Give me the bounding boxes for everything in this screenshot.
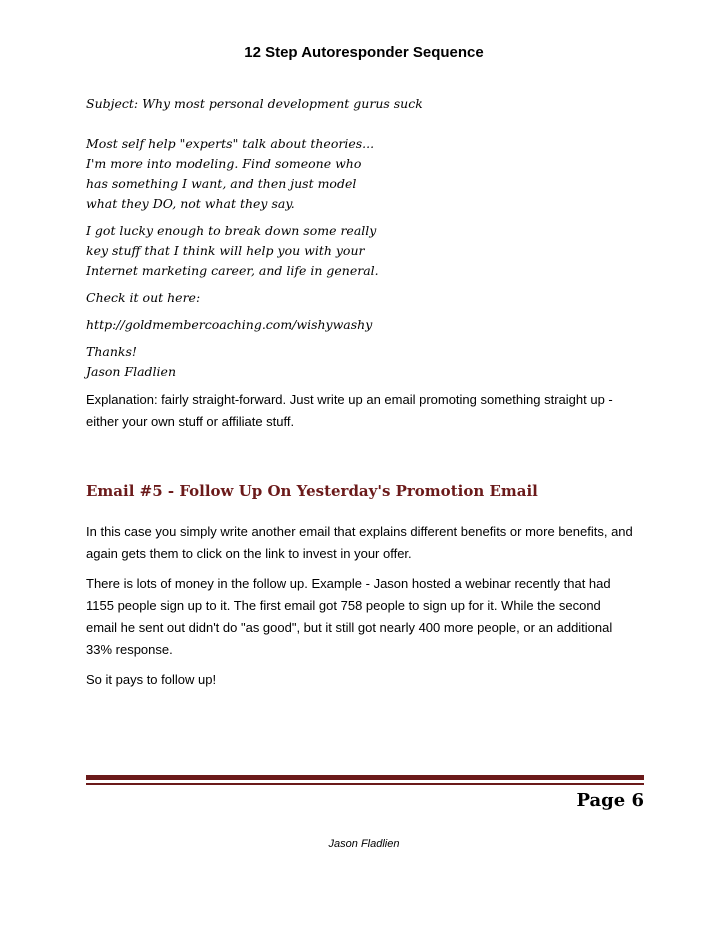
email-signoff: [86, 342, 646, 382]
explanation-paragraph: Explanation: fairly straight-forward. Just write up an email promoting something straight up - either your own stuff or affiliate stuff.: [86, 392, 613, 429]
email-signature: Jason Fladlien: [86, 364, 176, 379]
email-line: Check it out here:: [86, 290, 201, 305]
page-title: 12 Step Autoresponder Sequence: [244, 44, 484, 61]
email-link-text: http://goldmembercoaching.com/wishywashy: [86, 317, 373, 332]
footer-rule-thin: [86, 783, 644, 785]
email-paragraph: [86, 134, 646, 214]
body-paragraph: In this case you simply write another email that explains different benefits or more benefits, and again gets them to click on the link to invest in your offer.: [86, 524, 633, 561]
email-link-paragraph: [86, 315, 646, 335]
body-paragraph: There is lots of money in the follow up. Example - Jason hosted a webinar recently that had 1155 people sign up to it. The first email got 758 people to sign up for it. While the second email he sent out didn't do "as good", but it still got nearly 400 more people, or an additional 33% response.: [86, 576, 613, 657]
email-line: key stuff that I think will help you with your: [86, 243, 365, 258]
email-line: I got lucky enough to break down some really: [86, 223, 377, 238]
email-paragraph: [86, 221, 646, 281]
email-paragraph: [86, 288, 646, 308]
email-line: Internet marketing career, and life in general.: [86, 263, 379, 278]
email-line: Thanks!: [86, 344, 137, 359]
email-line: has something I want, and then just model: [86, 176, 357, 191]
email-line: Most self help "experts" talk about theories...: [86, 136, 375, 151]
section-heading: Email #5 - Follow Up On Yesterday's Promotion Email: [86, 482, 538, 500]
body-paragraph: So it pays to follow up!: [86, 672, 217, 687]
email-subject: Subject: Why most personal development gurus suck: [86, 96, 423, 111]
page-content: [86, 94, 646, 699]
footer-author: Jason Fladlien: [328, 838, 400, 850]
email-line: what they DO, not what they say.: [86, 196, 295, 211]
footer-rule-thick: [86, 775, 644, 780]
page-number: Page 6: [576, 790, 644, 811]
email-line: I'm more into modeling. Find someone who: [86, 156, 362, 171]
